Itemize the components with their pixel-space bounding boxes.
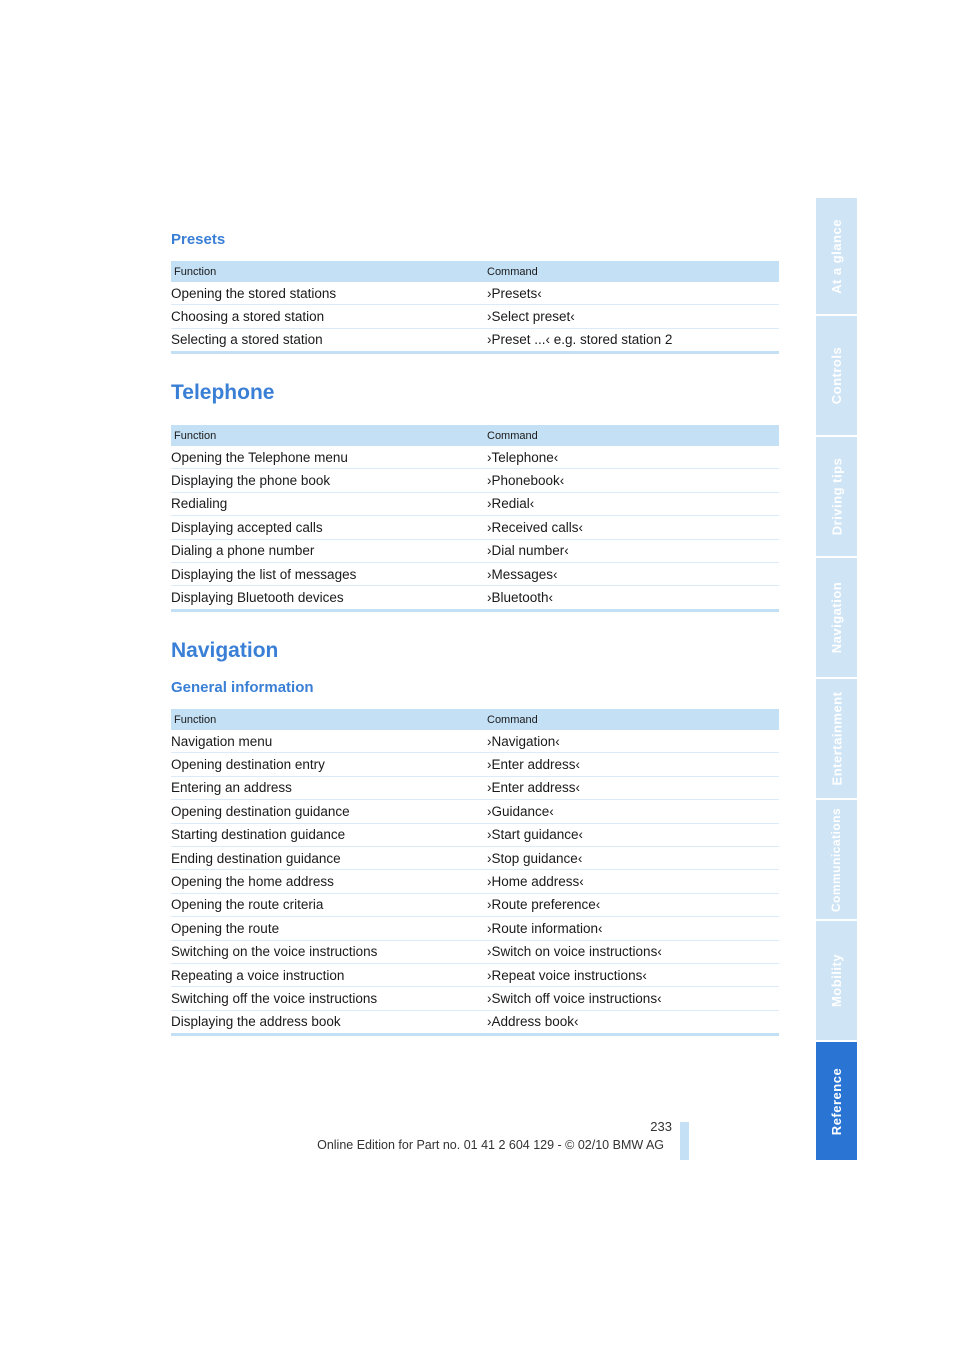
function-cell: Selecting a stored station (171, 332, 323, 348)
table-row (171, 1010, 779, 1034)
heading-presets: Presets (171, 231, 226, 248)
heading-navigation: Navigation (171, 639, 279, 662)
function-cell: Starting destination guidance (171, 823, 487, 846)
table-row (171, 940, 779, 963)
command-cell: ›Route information‹ (487, 917, 779, 940)
table-row (171, 917, 779, 940)
column-header-command: Command (487, 709, 779, 730)
function-cell: Ending destination guidance (171, 846, 487, 869)
table-row (171, 586, 779, 610)
table-row (171, 305, 779, 328)
column-header-command: Command (487, 261, 779, 282)
command-cell: ›Stop guidance‹ (487, 846, 779, 869)
function-cell: Opening the route (171, 917, 487, 940)
table-row (171, 987, 779, 1010)
table-row (171, 846, 779, 869)
command-cell: ›Select preset‹ (487, 305, 779, 328)
page-number: 233 (650, 1119, 672, 1134)
function-cell: Opening the Telephone menu (171, 446, 487, 469)
page-number-bar (680, 1122, 689, 1160)
command-cell: ›Received calls‹ (487, 516, 779, 539)
command-cell: ›Repeat voice instructions‹ (487, 963, 779, 986)
table-row (171, 753, 779, 776)
command-cell: ›Address book‹ (487, 1014, 579, 1030)
table-row (171, 328, 779, 352)
function-cell: Opening destination entry (171, 753, 487, 776)
tab-communications[interactable]: Communications (816, 800, 857, 919)
function-cell: Opening destination guidance (171, 800, 487, 823)
function-cell: Dialing a phone number (171, 539, 487, 562)
function-cell: Opening the home address (171, 870, 487, 893)
command-cell: ›Guidance‹ (487, 800, 779, 823)
command-cell: ›Enter address‹ (487, 776, 779, 799)
tab-reference[interactable]: Reference (816, 1042, 857, 1160)
command-cell: ›Telephone‹ (487, 446, 779, 469)
table-row (171, 870, 779, 893)
tab-entertainment[interactable]: Entertainment (816, 679, 857, 798)
table-row (171, 893, 779, 916)
command-cell: ›Switch on voice instructions‹ (487, 940, 779, 963)
table-row (171, 492, 779, 515)
table-row (171, 963, 779, 986)
column-header-function: Function (171, 425, 487, 446)
presets-table (171, 261, 779, 354)
function-cell: Redialing (171, 492, 487, 515)
function-cell: Opening the stored stations (171, 282, 487, 305)
telephone-table (171, 425, 779, 612)
command-cell: ›Enter address‹ (487, 753, 779, 776)
navigation-table (171, 709, 779, 1036)
table-row (171, 730, 779, 753)
command-cell: ›Messages‹ (487, 562, 779, 585)
table-row (171, 823, 779, 846)
command-cell: ›Presets‹ (487, 282, 779, 305)
tab-controls[interactable]: Controls (816, 316, 857, 435)
function-cell: Displaying Bluetooth devices (171, 590, 344, 606)
table-row (171, 800, 779, 823)
function-cell: Choosing a stored station (171, 305, 487, 328)
command-cell: ›Dial number‹ (487, 539, 779, 562)
command-cell: ›Navigation‹ (487, 730, 779, 753)
command-cell: ›Bluetooth‹ (487, 590, 554, 606)
function-cell: Displaying the phone book (171, 469, 487, 492)
command-cell: ›Preset ...‹ e.g. stored station 2 (487, 332, 673, 348)
command-cell: ›Phonebook‹ (487, 469, 779, 492)
command-cell: ›Start guidance‹ (487, 823, 779, 846)
command-cell: ›Redial‹ (487, 492, 779, 515)
command-cell: ›Home address‹ (487, 870, 779, 893)
table-row (171, 776, 779, 799)
subheading-general-information: General information (171, 679, 314, 696)
tab-navigation[interactable]: Navigation (816, 558, 857, 677)
function-cell: Displaying the list of messages (171, 562, 487, 585)
table-row (171, 282, 779, 305)
column-header-function: Function (171, 709, 487, 730)
function-cell: Navigation menu (171, 730, 487, 753)
function-cell: Repeating a voice instruction (171, 963, 487, 986)
edition-footer: Online Edition for Part no. 01 41 2 604 129 - © 02/10 BMW AG (317, 1138, 664, 1152)
table-row (171, 539, 779, 562)
command-cell: ›Switch off voice instructions‹ (487, 987, 779, 1010)
function-cell: Switching on the voice instructions (171, 940, 487, 963)
column-header-function: Function (171, 261, 487, 282)
table-row (171, 562, 779, 585)
function-cell: Opening the route criteria (171, 893, 487, 916)
function-cell: Displaying accepted calls (171, 516, 487, 539)
tab-mobility[interactable]: Mobility (816, 921, 857, 1040)
table-row (171, 469, 779, 492)
function-cell: Entering an address (171, 776, 487, 799)
tab-at-a-glance[interactable]: At a glance (816, 198, 857, 314)
table-row (171, 446, 779, 469)
table-row (171, 516, 779, 539)
heading-telephone: Telephone (171, 381, 275, 404)
tab-driving-tips[interactable]: Driving tips (816, 437, 857, 556)
function-cell: Displaying the address book (171, 1014, 341, 1030)
command-cell: ›Route preference‹ (487, 893, 779, 916)
column-header-command: Command (487, 425, 779, 446)
function-cell: Switching off the voice instructions (171, 987, 487, 1010)
